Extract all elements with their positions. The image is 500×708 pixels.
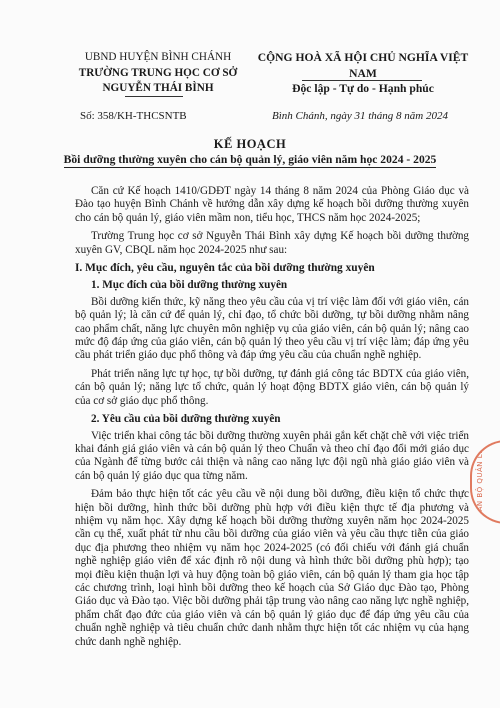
district-name: UBND HUYỆN BÌNH CHÁNH	[84, 51, 232, 63]
paragraph-requirement-1: Việc triển khai công tác bồi dưỡng thường xuyên phải gắn kết chặt chẽ với việc triển khai đánh giá giáo viên và cán bộ quản lý theo Chuẩn và theo chỉ đạo đổi mới giáo dục của Ngành để từng bước cải thiện và nâng cao năng lực đội ngũ nhà giáo giáo viên và cán bộ quản lý giáo dục qua từng năm.	[75, 429, 469, 482]
paragraph-intro: Trường Trung học cơ sở Nguyễn Thái Bình xây dựng Kế hoạch bồi dưỡng thường xuyên GV, CBQL năm học 2024-2025 như sau:	[75, 230, 469, 256]
document-body	[75, 185, 469, 654]
stamp-lettering: CÁN BỘ QUẢN LÝ	[476, 450, 484, 517]
organization-header	[78, 50, 238, 97]
document-number: Số: 358/KH-THCSNTB	[80, 110, 187, 122]
national-motto: Độc lập - Tự do - Hạnh phúc	[292, 82, 434, 95]
national-header	[243, 50, 483, 97]
header-divider-left	[125, 96, 183, 97]
subsection-heading-2: 2. Yêu cầu của bồi dưỡng thường xuyên	[91, 413, 281, 426]
paragraph-purpose-2: Phát triển năng lực tự học, tự bồi dưỡng, tự đánh giá công tác BDTX của giáo viên, cán bộ quản lý; năng lực tổ chức, quản lý hoạt động BDTX giáo viên, cán bộ quản lý của cơ sở giáo dục phổ thông.	[75, 367, 469, 407]
seal-stamp	[470, 440, 500, 524]
paragraph-basis: Căn cứ Kế hoạch 1410/GDĐT ngày 14 tháng 8 năm 2024 của Phòng Giáo dục và Đào tạo huyện Bình Chánh về hướng dẫn xây dựng kế hoạch bồi dưỡng thường xuyên cho cán bộ quản lý, giáo viên mầm non, tiểu học, THCS năm học 2024-2025;	[75, 185, 469, 224]
subtitle-text: Bồi dưỡng thường xuyên cho cán bộ quản lý, giáo viên năm học 2024 - 2025	[63, 153, 437, 166]
document-subtitle	[0, 153, 500, 168]
school-type: TRƯỜNG TRUNG HỌC CƠ SỞ	[78, 66, 238, 79]
document-title: KẾ HOẠCH	[213, 137, 287, 151]
school-name: NGUYỄN THÁI BÌNH	[102, 82, 214, 94]
paragraph-requirement-2: Đảm bảo thực hiện tốt các yêu cầu về nội dung bồi dưỡng, điều kiện tổ chức thực hiện bồi dưỡng, hình thức bồi dưỡng phù hợp với điều kiện thực tế địa phương và nhiệm vụ năm học. Xây dựng kế hoạch bồi dưỡng thường xuyên năm học 2024-2025 cần cụ thể, xuất phát từ nhu cầu bồi dưỡng của giáo viên và yêu cầu thực tiễn của giáo dục địa phương theo nhiệm vụ năm học 2024-2025 (có đối chiếu với đánh giá chuẩn nghề nghiệp giáo viên để xác định rõ nội dung và hình thức bồi dưỡng phù hợp); tạo mọi điều kiện thuận lợi và huy động toàn bộ giáo viên, cán bộ quản lý tham gia học tập các chương trình, loại hình bồi dưỡng theo kế hoạch của Sở Giáo dục Đào tạo, Phòng Giáo dục và Đào tạo. Việc bồi dưỡng phải tập trung vào nâng cao năng lực nghề nghiệp, phẩm chất đạo đức của giáo viên và cán bộ quản lý giáo dục để đáp ứng yêu cầu của chuẩn nghề nghiệp và tiêu chuẩn chức danh nhằm thực hiện tốt các nhiệm vụ của hạng chức danh nghề nghiệp.	[75, 488, 469, 648]
subsection-heading-1: 1. Mục đích của bồi dưỡng thường xuyên	[91, 279, 288, 292]
header-divider-right	[302, 80, 422, 81]
national-title: CỘNG HOÀ XÃ HỘI CHỦ NGHĨA VIỆT NAM	[257, 51, 469, 80]
paragraph-purpose-1: Bồi dưỡng kiến thức, kỹ năng theo yêu cầu của vị trí việc làm đối với giáo viên, cán bộ quản lý; là căn cứ để quản lý, chỉ đạo, tổ chức bồi dưỡng, tự bồi dưỡng nhằm nâng cao phẩm chất, năng lực chuyên môn nghiệp vụ của giáo viên, cán bộ quản lý; nâng cao mức độ đáp ứng của giáo viên, cán bộ quản lý theo yêu cầu vị trí việc làm; đáp ứng yêu cầu phát triển giáo dục phổ thông và đáp ứng yêu cầu của chuẩn nghề nghiệp.	[75, 295, 469, 362]
section-heading-i: I. Mục đích, yêu cầu, nguyên tắc của bồi dưỡng thường xuyên	[75, 262, 375, 275]
place-date: Bình Chánh, ngày 31 tháng 8 năm 2024	[272, 110, 448, 122]
